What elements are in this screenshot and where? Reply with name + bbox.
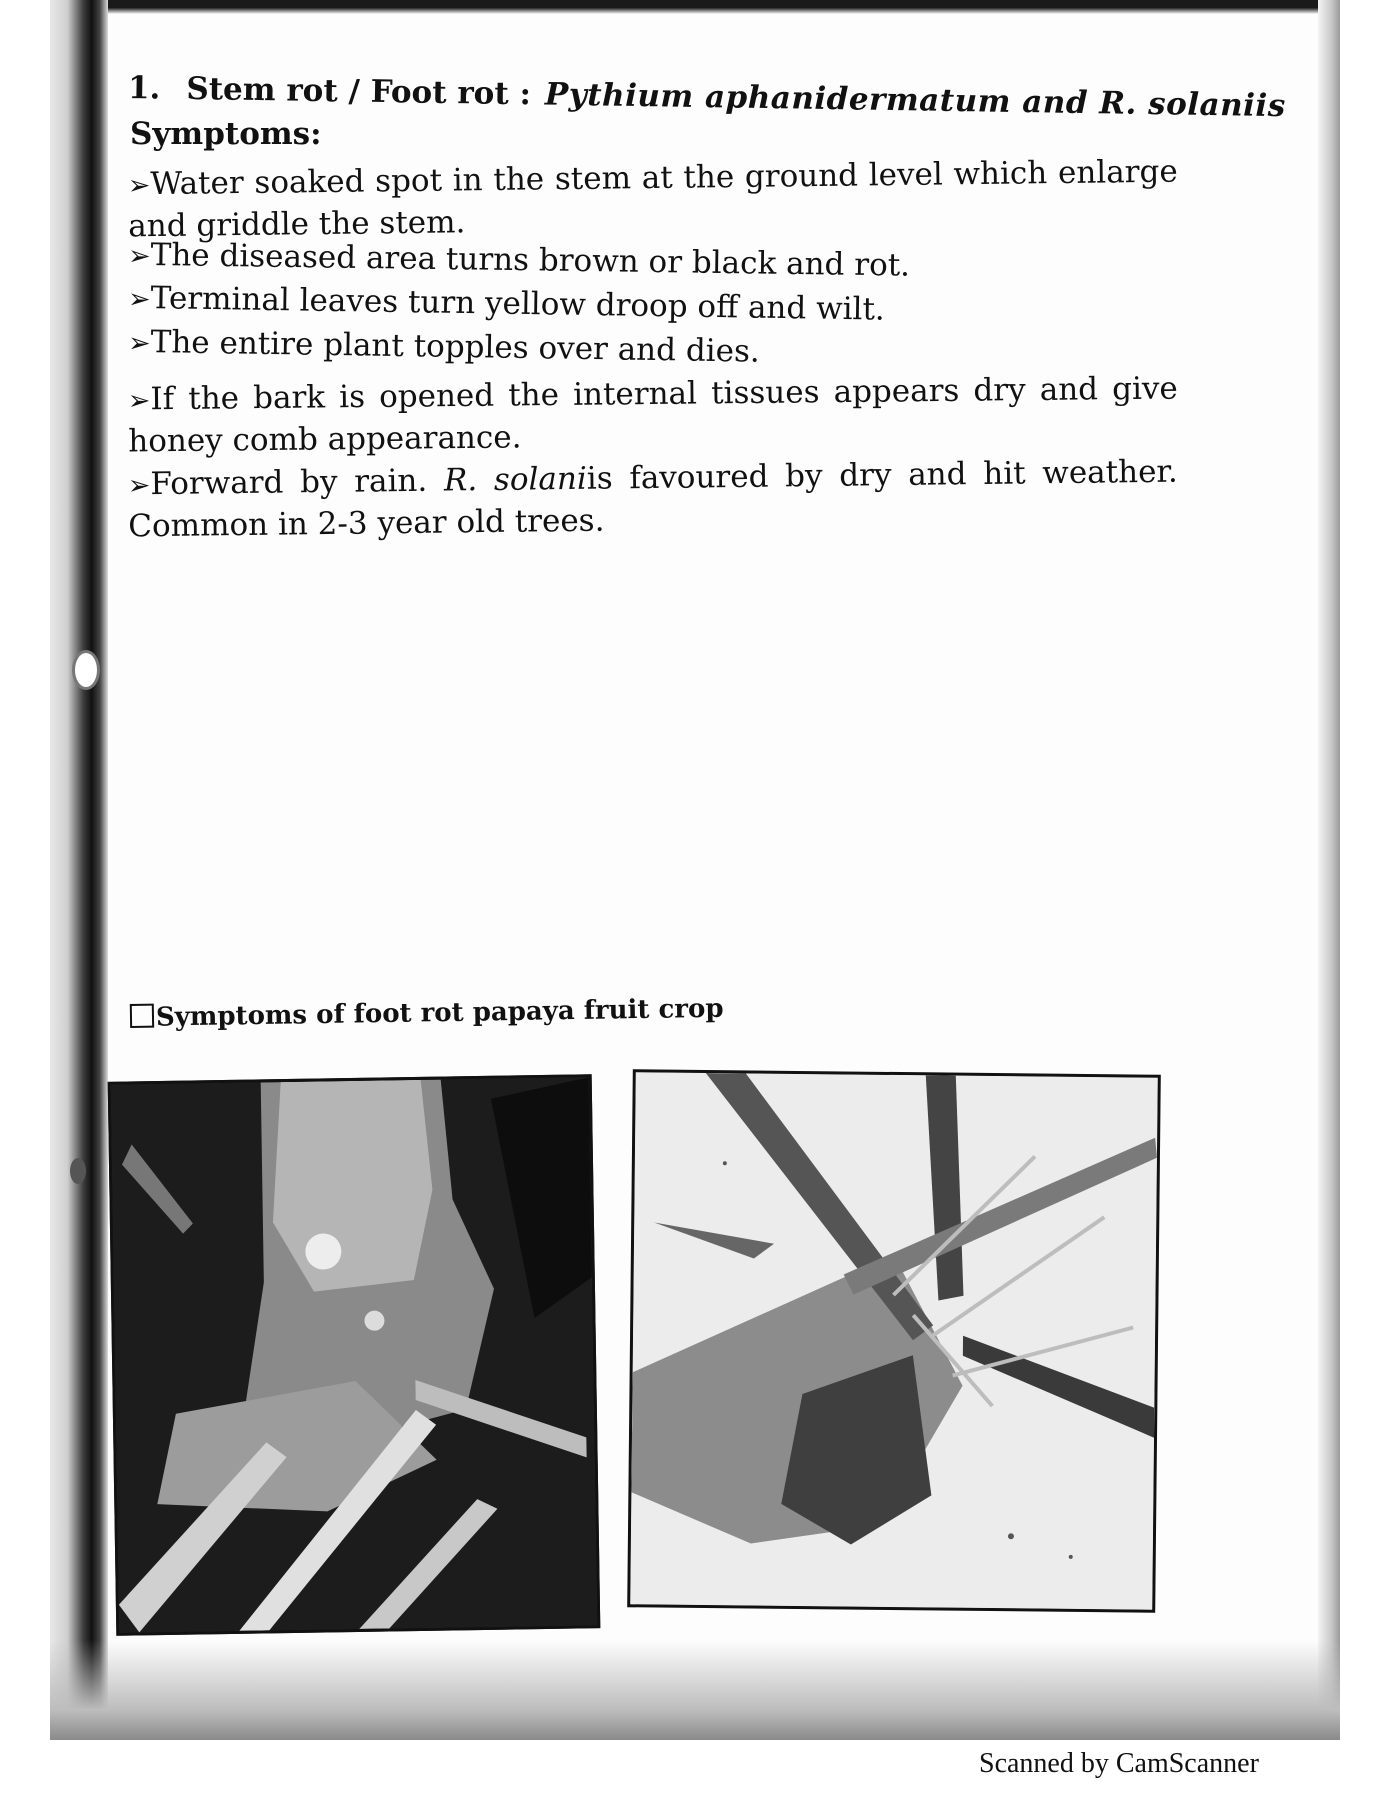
arrow-bullet-icon: ➢: [127, 283, 151, 316]
checkbox-bullet-icon: [130, 1004, 154, 1028]
arrow-bullet-icon: ➢: [127, 170, 151, 202]
arrow-bullet-icon: ➢: [127, 327, 151, 360]
scan-top-edge: [50, 0, 1340, 14]
document-body: [127, 70, 1286, 545]
rotted-root-photo: [627, 1069, 1161, 1612]
pathogen-names: Pythium aphanidermatum and R. solaniis: [544, 76, 1286, 125]
arrow-bullet-icon: ➢: [127, 240, 151, 272]
binder-ring-icon: [72, 650, 100, 690]
symptoms-heading: Symptoms:: [130, 116, 322, 152]
papaya-stem-base-photo: [108, 1074, 601, 1636]
book-binding-edge: [50, 0, 108, 1740]
scan-bottom-shadow: [50, 1640, 1340, 1740]
scanner-watermark: Scanned by CamScanner: [979, 1748, 1259, 1779]
arrow-bullet-icon: ➢: [127, 470, 151, 502]
symptom-item: ➢Forward by rain. R. solaniis favoured by dry and hit weather. Common in 2-3 year old trees.: [127, 453, 1178, 545]
scan-right-edge: [1318, 0, 1340, 1740]
symptom-item: ➢If the bark is opened the internal tissues appears dry and give honey comb appearance.: [127, 370, 1178, 460]
symptom-item: ➢The entire plant topples over and dies.: [127, 324, 761, 370]
pathogen-inline: R. solani: [443, 460, 587, 499]
binder-hole-icon: [70, 1158, 86, 1184]
stem-photo-drawing: [111, 1077, 598, 1632]
section-title: [127, 70, 1286, 125]
symptom-item: ➢The diseased area turns brown or black and rot.: [127, 236, 911, 284]
symptom-item: ➢Terminal leaves turn yellow droop off and wilt.: [127, 280, 886, 328]
symptom-item: ➢Water soaked spot in the stem at the ground level which enlarge and griddle the stem.: [127, 153, 1178, 245]
section-label: Stem rot / Foot rot :: [186, 70, 532, 113]
arrow-bullet-icon: ➢: [127, 385, 151, 417]
figure-caption: Symptoms of foot rot papaya fruit crop: [130, 994, 724, 1033]
section-number: 1.: [127, 70, 161, 107]
root-photo-drawing: [630, 1072, 1158, 1609]
